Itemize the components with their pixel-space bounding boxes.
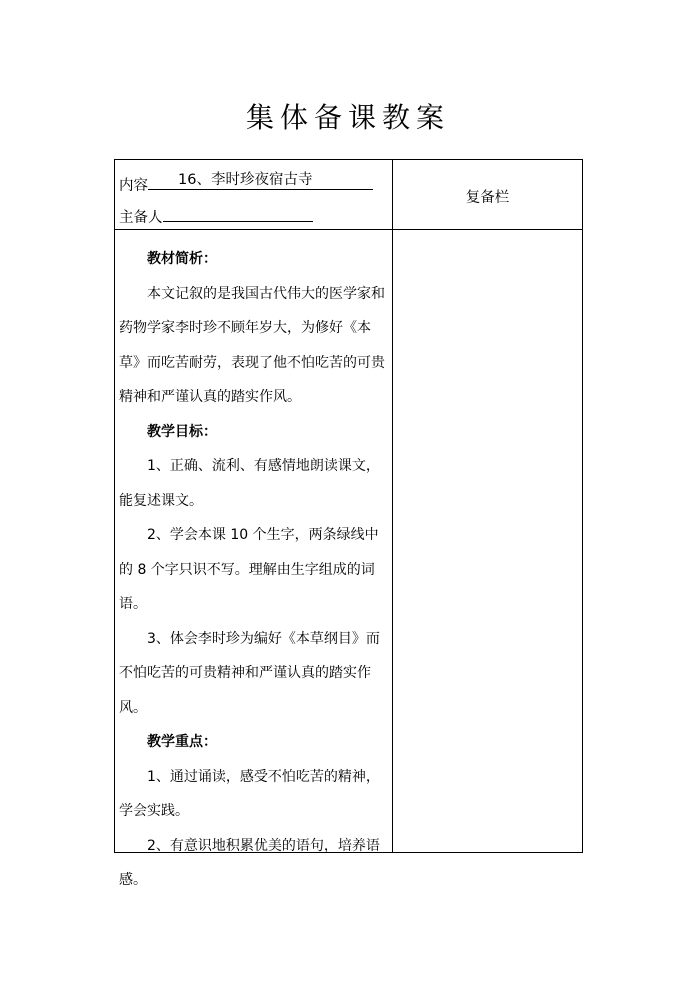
section-paragraph: 1、通过诵读，感受不怕吃苦的精神，学会实践。 [119, 768, 380, 819]
section-heading: 教学目标： [147, 423, 217, 440]
content-label: 内容 [119, 178, 148, 194]
section-paragraph: 2、有意识地积累优美的语句，培养语感。 [119, 837, 380, 888]
section-paragraph: 1、正确、流利、有感情地朗读课文，能复述课文。 [119, 458, 380, 509]
lesson-content [119, 242, 389, 898]
section-heading: 教材简析： [147, 251, 217, 267]
preparer-label: 主备人 [119, 210, 163, 226]
content-row [119, 174, 373, 195]
content-fill-line [148, 174, 373, 190]
section-paragraph: 2、学会本课 10 个生字，两条绿线中的 8 个字只识不写。理解由生字组成的词语。 [119, 527, 379, 612]
page-title: 集体备课教案 [245, 101, 450, 134]
content-value: 16、李时珍夜宿古寺 [178, 172, 313, 188]
section-paragraph: 3、体会李时珍为编好《本草纲目》而不怕吃苦的可贵精神和严谨认真的踏实作风。 [119, 630, 380, 716]
section-paragraph: 本文记叙的是我国古代伟大的医学家和药物学家李时珍不顾年岁大，为修好《本草》而吃苦耐劳，表现了他不怕吃苦的可贵精神和严谨认真的踏实作风。 [119, 285, 385, 405]
column-divider [392, 160, 393, 852]
section-heading: 教学重点： [147, 734, 217, 750]
review-column-header: 复备栏 [465, 190, 510, 206]
header-divider [115, 229, 582, 230]
preparer-fill-line [163, 206, 313, 222]
preparer-row [119, 206, 313, 227]
lesson-plan-table [114, 159, 583, 888]
